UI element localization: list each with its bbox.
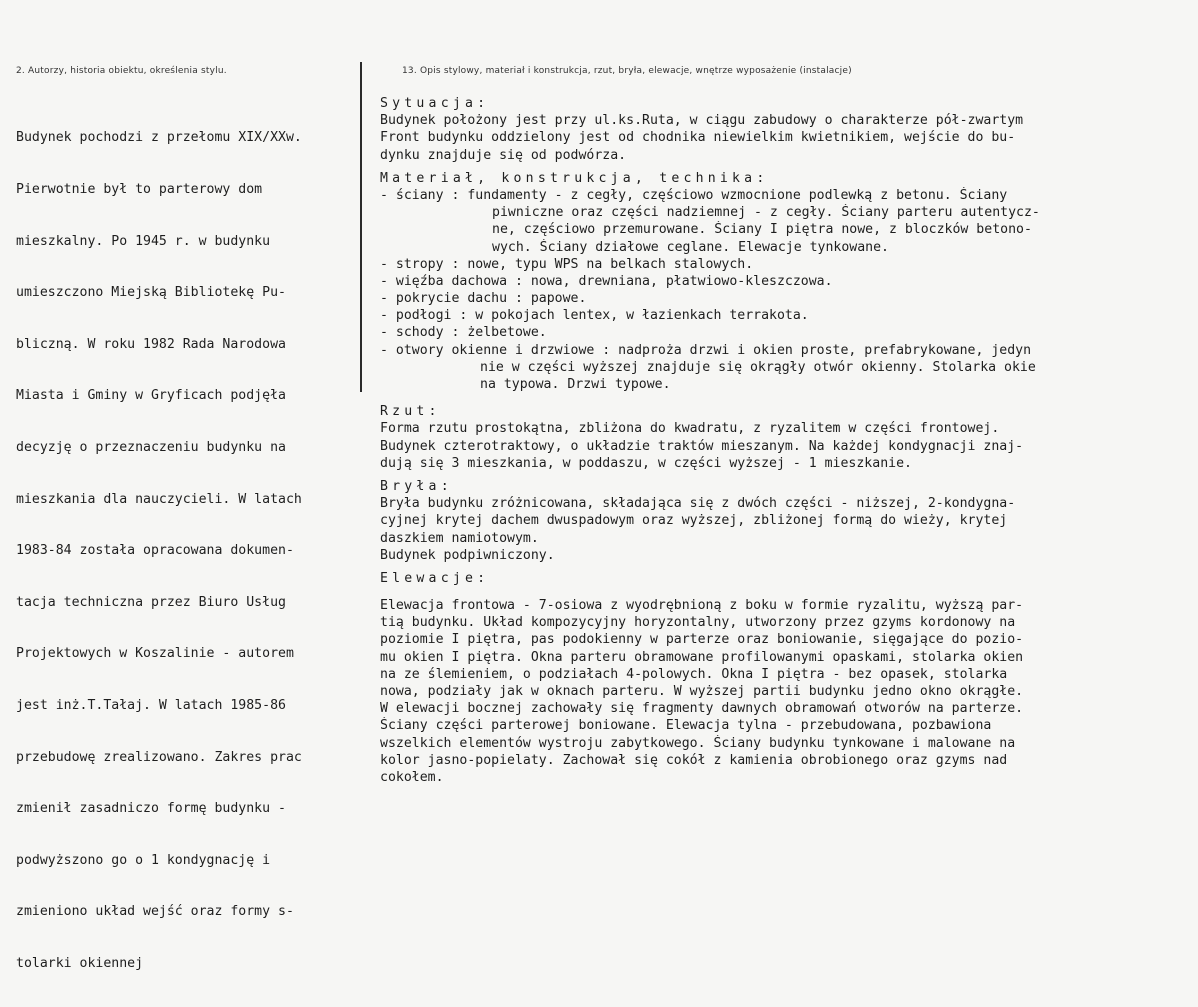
bryla-line: cyjnej krytej dachem dwuspadowym oraz wyższej, zbliżonej formą do wieży, krytej <box>380 513 1008 529</box>
rzut-line: dują się 3 mieszkania, w poddaszu, w części wyższej - 1 mieszkanie. <box>380 455 912 471</box>
history-line: zmieniono układ wejść oraz formy s- <box>16 904 294 920</box>
elewacje-line: nowa, podziały jak w oknach parteru. W wyższej partii budynku jedno okno okrągłe. <box>380 684 1024 699</box>
header-right-label: 13. Opis stylowy, materiał i konstrukcja, rzut, bryła, elewacje, wnętrze wyposażenie (instalacje) <box>402 66 852 76</box>
history-column <box>16 95 361 1007</box>
history-line: podwyższono go o 1 kondygnację i <box>16 852 271 868</box>
material-line: - więźba dachowa : nowa, drewniana, płatwiowo-kleszczowa. <box>380 273 833 289</box>
material-line: - stropy : nowe, typu WPS na belkach stalowych. <box>380 256 754 272</box>
elewacje-line: kolor jasno-popielaty. Zachował się cokół z kamienia obrobionego oraz gzyms nad <box>380 752 1008 768</box>
history-line: Budynek pochodzi z przełomu XIX/XXw. <box>16 130 302 146</box>
rzut-heading: Rzut: <box>380 404 441 420</box>
history-line: tacja techniczna przez Biuro Usług <box>16 594 286 610</box>
material-line: piwniczne oraz części nadziemnej - z cegły. Ściany parteru autentycz- <box>492 205 1040 221</box>
elewacje-line: Elewacja frontowa - 7-osiowa z wyodrębnioną z boku w formie ryzalitu, wyższą par- <box>380 598 1024 614</box>
material-line: - ściany : fundamenty - z cegły, częściowo wzmocnione podlewką z betonu. Ściany <box>380 187 1008 203</box>
elewacje-heading: Elewacje: <box>380 570 490 586</box>
history-line: tolarki okiennej <box>16 955 144 971</box>
history-line: przebudowę zrealizowano. Zakres prac <box>16 749 302 765</box>
bryla-line: Bryła budynku zróżnicowana, składająca się z dwóch części - niższej, 2-kondygna- <box>380 496 1016 512</box>
bryla-line: Budynek podpiwniczony. <box>380 547 555 563</box>
elewacje-line: tią budynku. Układ kompozycyjny horyzontalny, utworzony przez gzyms kordonowy na <box>380 615 1016 631</box>
elewacje-line: mu okien I piętra. Okna parteru obramowane profilowanymi opaskami, stolarka okien <box>380 649 1024 665</box>
history-line: umieszczono Miejską Bibliotekę Pu- <box>16 285 286 301</box>
material-line: wych. Ściany działowe ceglane. Elewacje tynkowane. <box>492 239 889 255</box>
material-line: - podłogi : w pokojach lentex, w łazienkach terrakota. <box>380 308 809 324</box>
sytuacja-line: dynku znajduje się od podwórza. <box>380 147 627 163</box>
material-line: na typowa. Drzwi typowe. <box>480 377 671 392</box>
history-line: zmienił zasadniczo formę budynku - <box>16 801 286 817</box>
bryla-heading: Bryła: <box>380 478 453 494</box>
elewacje-line: W elewacji bocznej zachowały się fragmenty dawnych obramowań otworów na parterze. <box>380 701 1024 717</box>
description-column <box>380 95 1190 786</box>
elewacje-line: Ściany części parterowej boniowane. Elewacja tylna - przebudowana, pozbawiona <box>380 718 992 734</box>
elewacje-line: poziomie I piętra, pas podokienny w parterze oraz boniowanie, sięgające do pozio- <box>380 632 1024 648</box>
material-line: - pokrycie dachu : papowe. <box>380 291 587 307</box>
sytuacja-line: Budynek położony jest przy ul.ks.Ruta, w ciągu zabudowy o charakterze pół-zwartym <box>380 113 1024 129</box>
history-line: decyzję o przeznaczeniu budynku na <box>16 439 286 455</box>
sytuacja-line: Front budynku oddzielony jest od chodnika niewielkim kwietnikiem, wejście do bu- <box>380 130 1016 146</box>
history-line: 1983-84 została opracowana dokumen- <box>16 543 294 559</box>
sytuacja-heading: Sytuacja: <box>380 96 490 111</box>
material-heading: Materiał, konstrukcja, technika: <box>380 170 769 186</box>
material-line: ne, częściowo przemurowane. Ściany I piętra nowe, z bloczków betono- <box>492 222 1032 238</box>
material-line: - schody : żelbetowe. <box>380 325 547 341</box>
rzut-line: Budynek czterotraktowy, o układzie traktów mieszanym. Na każdej kondygnacji znaj- <box>380 438 1024 454</box>
history-line: jest inż.T.Tałaj. W latach 1985-86 <box>16 697 286 713</box>
bryla-line: daszkiem namiotowym. <box>380 530 539 546</box>
elewacje-line: wszelkich elementów wystroju zabytkowego. Ściany budynku tynkowane i malowane na <box>380 735 1016 751</box>
header-left-label: 2. Autorzy, historia obiektu, określenia stylu. <box>16 66 227 76</box>
history-line: bliczną. W roku 1982 Rada Narodowa <box>16 336 286 352</box>
history-line: mieszkania dla nauczycieli. W latach <box>16 491 302 507</box>
elewacje-line: cokołem. <box>380 769 444 785</box>
material-line: - otwory okienne i drzwiowe : nadproża drzwi i okien proste, prefabrykowane, jedyn <box>380 342 1032 358</box>
history-line: Miasta i Gminy w Gryficach podjęła <box>16 388 286 404</box>
history-line: Pierwotnie był to parterowy dom <box>16 182 263 197</box>
history-line: mieszkalny. Po 1945 r. w budynku <box>16 233 271 249</box>
rzut-line: Forma rzutu prostokątna, zbliżona do kwadratu, z ryzalitem w części frontowej. <box>380 421 1000 437</box>
elewacje-line: na ze ślemieniem, o podziałach 4-polowych. Okna I piętra - bez opasek, stolarka <box>380 666 1008 682</box>
material-line: nie w części wyższej znajduje się okrągły otwór okienny. Stolarka okie <box>480 359 1036 375</box>
history-line: Projektowych w Koszalinie - autorem <box>16 646 294 662</box>
